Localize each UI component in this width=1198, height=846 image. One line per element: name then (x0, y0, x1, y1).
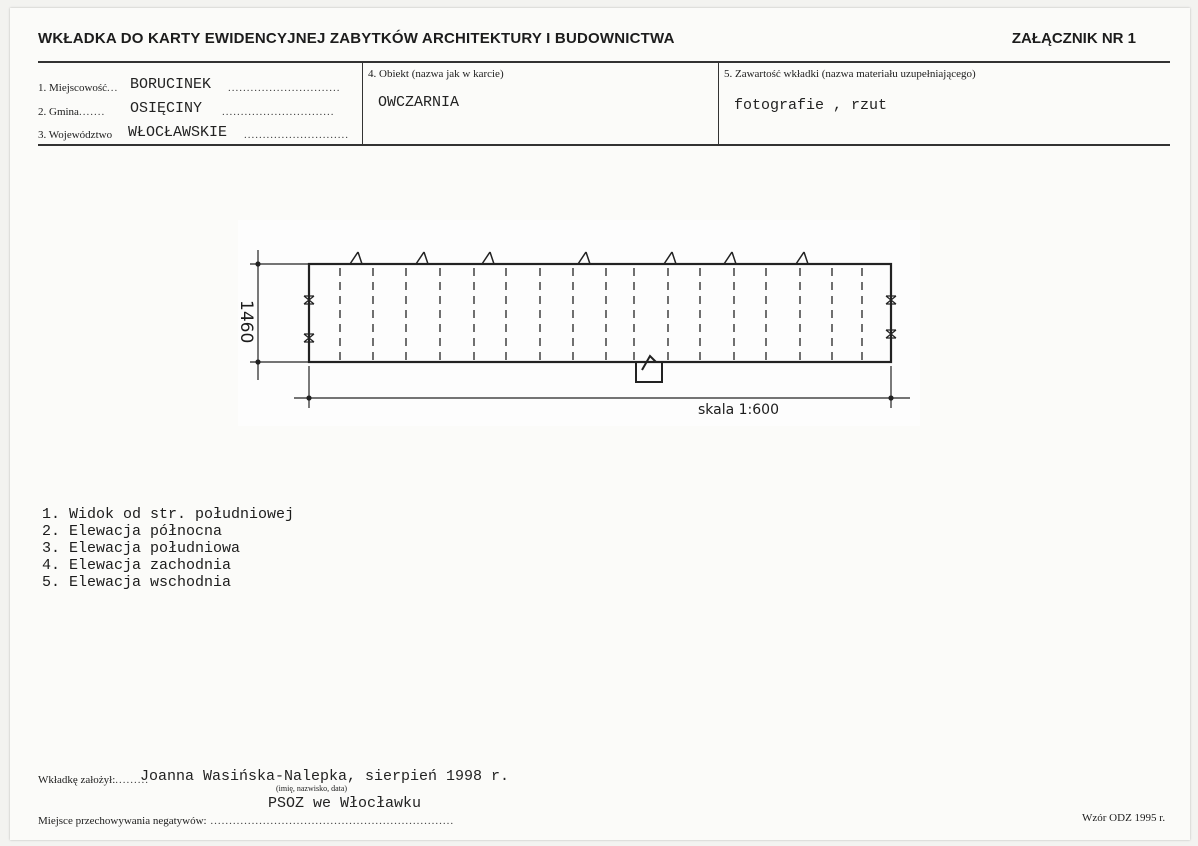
bottom-entrance (636, 356, 662, 382)
list-item: 2. Elewacja północna (42, 523, 223, 540)
voivodeship-value: WŁOCŁAWSKIE (128, 124, 228, 141)
locality-label: 1. Miejscowość... (38, 82, 119, 94)
form-bottom-rule (38, 144, 1170, 146)
form-code: Wzór ODZ 1995 r. (1082, 812, 1166, 824)
annex-number: ZAŁĄCZNIK NR 1 (1011, 30, 1136, 47)
top-doors (350, 252, 808, 264)
contents-list (42, 506, 294, 591)
dimension-label: 1460 (236, 300, 256, 344)
vertical-dimension-line (250, 250, 308, 380)
object-value: OWCZARNIA (378, 94, 460, 111)
list-item: 3. Elewacja południowa (42, 540, 241, 557)
founder-value: Joanna Wasińska-Nalepka, sierpień 1998 r. (140, 768, 510, 785)
side-windows (304, 296, 896, 342)
commune-value: OSIĘCINY (130, 100, 203, 117)
founder-label: Wkładkę założył:......... (38, 774, 150, 786)
locality-dots: .............................. (228, 82, 341, 94)
scale-label: skala 1:600 (698, 402, 779, 418)
locality-value: BORUCINEK (130, 76, 212, 93)
list-item: 1. Widok od str. południowej (42, 506, 295, 523)
negatives-label: Miejsce przechowywania negatywów: ................................................................. (38, 815, 455, 827)
founder-hint: (imię, nazwisko, data) (276, 784, 348, 793)
form-divider-1 (362, 62, 363, 145)
floor-plan-drawing (238, 220, 920, 426)
negatives-value: PSOZ we Włocławku (268, 795, 422, 812)
form-top-rule (38, 61, 1170, 63)
object-label: 4. Obiekt (nazwa jak w karcie) (368, 68, 504, 80)
commune-dots: .............................. (222, 106, 335, 118)
list-item: 4. Elewacja zachodnia (42, 557, 232, 574)
horizontal-dimension-line (294, 366, 910, 408)
document-title: WKŁADKA DO KARTY EWIDENCYJNEJ ZABYTKÓW ARCHITEKTURY I BUDOWNICTWA (38, 30, 675, 47)
building-outline (309, 264, 891, 362)
voivodeship-dots: ............................ (244, 129, 349, 141)
content-label: 5. Zawartość wkładki (nazwa materiału uzupełniającego) (724, 68, 976, 80)
interior-partitions (340, 268, 862, 360)
commune-label: 2. Gmina....... (38, 106, 106, 118)
form-divider-2 (718, 62, 719, 145)
voivodeship-label: 3. Województwo (38, 129, 113, 141)
list-item: 5. Elewacja wschodnia (42, 574, 232, 591)
content-value: fotografie , rzut (734, 97, 888, 114)
floor-plan-svg (238, 220, 920, 426)
